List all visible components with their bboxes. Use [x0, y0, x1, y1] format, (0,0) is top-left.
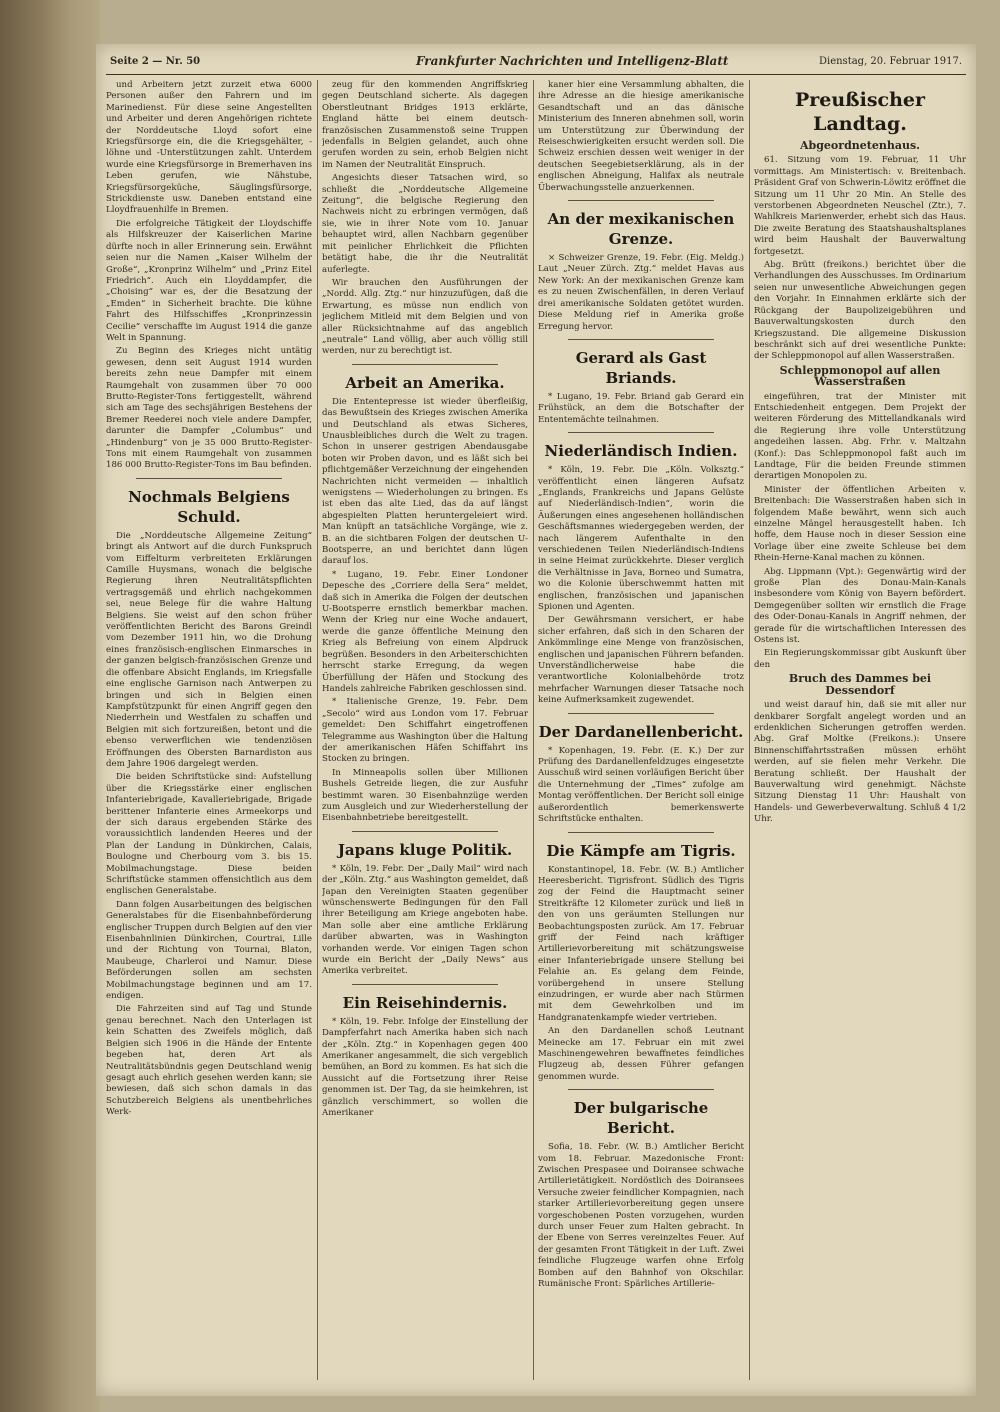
divider: [568, 200, 714, 201]
divider: [568, 432, 714, 433]
newspaper-page: [96, 44, 976, 1396]
article-text: Wir brauchen den Ausführungen der „Nordd. Allg. Ztg.“ nur hinzuzufügen, daß die Erwartung, es müsse nun endlich von jeglichem Mitleid mit dem Belgien und von aller Rücksichtnahme auf das angeblich „neutrale“ Land völlig, aber auch völlig still werden, nur zu berechtigt ist.: [322, 277, 528, 357]
headline: Ein Reisehindernis.: [342, 993, 508, 1012]
headline: Arbeit an Amerika.: [345, 373, 505, 392]
article-text: Angesichts dieser Tatsachen wird, so schließt die „Norddeutsche Allgemeine Zeitung“, die belgische Regierung den Nachweis nicht zu erbringen vermögen, daß sie, wie in ihrer Note vom 10. Januar behauptet wird, allen Nachbarn gegenüber mit peinlicher Ehrlichkeit die Pflichten betätigt habe, die ihr die Neutralität auferlegte.: [322, 173, 528, 275]
headline: Preußischer Landtag.: [794, 89, 926, 135]
subheadline: Schleppmonopol auf allen Wasserstraßen: [779, 363, 941, 389]
divider: [568, 1089, 714, 1090]
divider: [136, 478, 282, 479]
article-text: eingeführen, trat der Minister mit Entschiedenheit entgegen. Dem Projekt der weiteren Förderung des Mittellandkanals wird die Regierung ihre volle Unterstützung angedeihen lassen. Abg. Frhr. v. Maltzahn (Konf.): Das Schleppmonopol faßt auch im Landtage, Für die beiden Freunde stimmen derartigen Monopolen zu.: [754, 391, 966, 482]
article-text: 61. Sitzung vom 19. Februar, 11 Uhr vormittags. Am Ministertisch: v. Breitenbach. Präsident Graf von Schwerin-Löwitz eröffnet die Sitzung um 11 Uhr 20 Min. An Stelle des verstorbenen Abgeordneten Neuschel (Ztr.), 7. Wahlkreis Marienwerder, erhebt sich das Haus. Die zweite Beratung des Staatshaushaltsplanes wird beim Haushalt der Bauverwaltung fortgesetzt.: [754, 155, 966, 257]
article-text: Ein Regierungskommissar gibt Auskunft über den: [754, 648, 966, 670]
divider: [568, 339, 714, 340]
book-binding: [0, 0, 100, 1412]
issue-date: Dienstag, 20. Februar 1917.: [818, 56, 962, 67]
newspaper-title: Frankfurter Nachrichten und Intelligenz-Blatt: [416, 54, 729, 68]
article-text: Die beiden Schriftstücke sind: Aufstellung über die Kriegsstärke einer englischen Infanteriebrigade, Kavalleriebrigade, Brigade berittener Infanterie eines Armeekorps und der sich daraus ergebenden Stärke des voraussichtlich landenden Heeres und der Plan der Landung in Dünkirchen, Calais, Boulogne und Cherbourg vom 3. bis 15. Mobilmachungstage. Diese beiden Schriftstücke stammen offensichtlich aus dem englischen Generalstabe.: [106, 772, 312, 897]
divider: [352, 984, 498, 985]
headline: Der bulgarische Bericht.: [573, 1099, 709, 1138]
article-text: An den Dardanellen schoß Leutnant Meinecke am 17. Februar ein mit zwei Maschinengewehren bewaffnetes feindliches Flugzeug ab, dessen Führer gefangen genommen wurde.: [538, 1026, 744, 1082]
article-text: und Arbeitern jetzt zurzeit etwa 6000 Personen außer den Fahrern und im Marinedienst. Für diese seine Angestellten und Arbeiter und deren Angehörigen richtete der Norddeutsche Lloyd sofort eine Kriegsfürsorge ein, die die Kriegsgehälter, -löhne und -Unterstützungen zahlt. Unterdem wurde eine Kriegsfürsorge in Bremerhaven ins Leben gerufen, wie Nähstube, Kriegsfürsorgeküche, Säuglingsfürsorge, Strickdienste usw. Daneben entstand eine Lloydfrauenhilfe in Bremen.: [106, 80, 312, 216]
article-text: Der Gewährsmann versichert, er habe sicher erfahren, daß sich in den Scharen der Ankömmlinge eine Menge von französischen, englischen und japanischen Führern befanden. Unverständlicherweise habe die verantwortliche Kolonialbehörde trotz mehrfacher Warnungen dieser Tatsache noch keine Aufmerksamkeit zugewendet.: [538, 615, 744, 706]
subheadline: Abgeordnetenhaus.: [800, 139, 920, 152]
column-2: [322, 80, 528, 1380]
article-text: * Italienische Grenze, 19. Febr. Dem „Secolo“ wird aus London vom 17. Februar gemeldet: Den Schiffahrt eingetroffenen Telegramme aus Washington über die Haltung der amerikanischen Häfen Schiffahrt ins Stocken zu bringen.: [322, 697, 528, 765]
subheadline: Bruch des Dammes bei Dessendorf: [788, 672, 932, 697]
headline: Die Kämpfe am Tigris.: [546, 841, 736, 860]
article-text: × Schweizer Grenze, 19. Febr. (Eig. Meldg.) Laut „Neuer Zürch. Ztg.“ meldet Havas aus New York: An der mexikanischen Grenze kam es zu neuen Zwischenfällen, in deren Verlauf drei amerikanische Soldaten getötet wurden. Diese Meldung rief in Amerika große Erregung hervor.: [538, 253, 744, 332]
article-text: * Lugano, 19. Febr. Briand gab Gerard ein Frühstück, an dem die Botschafter der Ententemächte teilnahmen.: [538, 391, 744, 425]
article-text: Abg. Lippmann (Vpt.): Gegenwärtig wird der große Plan des Donau-Main-Kanals insbesondere vom König von Bayern befördert. Demgegenüber sollten wir ernstlich die Frage des Oder-Donau-Kanals in Angriff nehmen, der gerade für die wirtschaftlichen Interessen des Ostens ist.: [754, 566, 966, 646]
column-1: [106, 80, 312, 1380]
column-3: [538, 80, 744, 1380]
article-text: Die erfolgreiche Tätigkeit der Lloydschiffe als Hilfskreuzer der Kaiserlichen Marine dürfte noch in aller Erinnerung sein. Erwähnt seien nur die Namen „Kaiser Wilhelm der Große“, „Kronprinz Wilhelm“ und „Prinz Eitel Friedrich“. Auch ein Lloyddampfer, die „Choising“ war es, der die Besatzung der „Emden“ in Sicherheit brachte. Die kühne Fahrt des Hilfsschiffes „Kronprinzessin Cecilie“ verschaffte im August 1914 die ganze Welt in Spannung.: [106, 218, 312, 343]
article-text: Minister der öffentlichen Arbeiten v. Breitenbach: Die Wasserstraßen haben sich in folgendem Maße bewährt, wenn sich auch einzelne Mängel herausgestellt haben. Ich hoffe, dem Hause noch in dieser Session eine Vorlage über eine zweite Schleuse bei dem Rhein-Herne-Kanal machen zu können.: [754, 484, 966, 564]
article-text: In Minneapolis sollen über Millionen Bushels Getreide liegen, die zur Ausfuhr bestimmt waren. 30 Eisenbahnzüge werden zum Ausgleich und zur Wiederherstellung der Eisenbahnbetriebe bereitgestellt.: [322, 767, 528, 824]
article-text: * Köln, 19. Febr. Der „Daily Mail“ wird nach der „Köln. Ztg.“ aus Washington gemeldet, daß Japan den Vereinigten Staaten gegenüber wünschenswerte Bedingungen für den Fall ihrer Beteiligung am Kriege angeboten habe. Man solle aber eine amtliche Erklärung darüber abwarten, was in Washington vorhanden werde. Vor einigen Tagen schon wurde ein Bericht der „Daily News“ aus Amerika verbreitet.: [322, 863, 528, 977]
article-text: zeug für den kommenden Angriffskrieg gegen Deutschland sicherte. Als dagegen Oberstleutnant Bridges 1913 erklärte, England hätte bei einem deutsch-französischen Zusammenstoß seine Truppen jedenfalls in Belgien gelandet, auch ohne gerufen worden zu sein, erhob Belgien nicht im Namen der Neutralität Einspruch.: [322, 80, 528, 170]
headline: An der mexikanischen Grenze.: [547, 210, 735, 249]
article-text: Die „Norddeutsche Allgemeine Zeitung“ bringt als Antwort auf die durch Funkspruch vom Eiffelturm verbreiteten Erklärungen Camille Huysmans, wonach die belgische Regierung ihren Neutralitätspflichten vertragsgemäß und ehrlich nachgekommen sei, neue Belege für die wahre Haltung Belgiens. Sie weist auf den schon früher veröffentlichten Bericht des Barons Greindl vom Dezember 1911 hin, wo die Drohung eines französisch-englischen Einmarsches in der ganzen belgisch-französischen Grenze und die offenbare Absicht Englands, im Kriegsfalle eine englische Garnison nach Antwerpen zu bringen und sich in Belgien einen Kampfstützpunkt für einen Angriff gegen den Niederrhein und Westfalen zu schaffen und Belgien mit sich fortzureißen, betont und die ebenso verwerflichen wie tendenziösen Eröffnungen des Obersten Barnardiston aus dem Jahre 1906 dargelegt werden.: [106, 530, 312, 769]
article-text: Die Fahrzeiten sind auf Tag und Stunde genau berechnet. Nach den Unterlagen ist kein Schatten des Zweifels möglich, daß Belgien sich 1906 in die Hände der Entente begeben hat, deren Art als Neutralitätsbündnis gegen Deutschland wenig gesagt auch ehrlich gesehen werden kann; sie bewiesen, daß sich schon damals in das Schutzbereich Belgiens als unentbehrliches Werk-: [106, 1004, 312, 1118]
divider: [352, 831, 498, 832]
headline: Gerard als Gast Briands.: [575, 348, 707, 387]
article-text: kaner hier eine Versammlung abhalten, die ihre Adresse an die hiesige amerikanische Gesandtschaft und an das dänische Ministerium des Inneren abnehmen soll, worin um Unterstützung zur Überwindung der Reiseschwierigkeiten ersucht werden soll. Die Schweiz erschien dessen weit weniger in der deutschen Seegebietserklärung, als in der englischen Abneigung, Halifax als neutrale Überwachungsstelle anzuerkennen.: [538, 80, 744, 193]
article-text: Konstantinopel, 18. Febr. (W. B.) Amtlicher Heeresbericht. Tigrisfront. Südlich des Tigris zog der Feind die Hauptmacht seiner Streitkräfte 12 Kilometer zurück und ließ in den von uns geräumten Stellungen nur Beobachtungsposten zurück. Am 17. Februar griff der Feind nach kräftiger Artillerievorbereitung mit schätzungsweise einer Infanteriebrigade unsere Stellung bei Felahie an. Es gelang dem Feinde, vorübergehend in unsere Stellung einzudringen, er wurde aber nach Stürmen mit dem Gewehrkolben und im Handgranatenkampfe wieder vertrieben.: [538, 864, 744, 1023]
column-rule: [749, 80, 750, 1380]
article-text: * Kopenhagen, 19. Febr. (E. K.) Der zur Prüfung des Dardanellenfeldzuges eingesetzte Ausschuß wird seinen vorläufigen Bericht über die Unternehmung der „Times“ zufolge am Montag veröffentlichen. Der Bericht soll einige außerordentlich bemerkenswerte Schriftstücke enthalten.: [538, 745, 744, 825]
headline: Japans kluge Politik.: [337, 840, 513, 859]
article-text: Sofia, 18. Febr. (W. B.) Amtlicher Bericht vom 18. Februar. Mazedonische Front: Zwischen Prespasee und Doiransee schwache Artillerietätigkeit. Nordöstlich des Doiransees Versuche zweier feindlicher Kompagnien, nach starker Artillerievorbereitung gegen unsere vorgeschobenen Posten vorzugehen, wurden durch unser Feuer zum Halten gebracht. In der Ebene von Serres vereinzeltes Feuer. Auf der gesamten Front Tätigkeit in der Luft. Zwei feindliche Flugzeuge warfen ohne Erfolg Bomben auf den Bahnhof von Okschilar. Rumänische Front: Spärliches Artillerie-: [538, 1142, 744, 1290]
column-rule: [317, 80, 318, 1380]
divider: [568, 832, 714, 833]
divider: [352, 364, 498, 365]
article-text: Zu Beginn des Krieges nicht untätig gewesen, denn seit August 1914 wurden bereits zehn neue Dampfer mit einem Raumgehalt von zusammen über 70 000 Brutto-Register-Tons fertiggestellt, während sich am Tage des sechsjährigen Bestehens der Bremer Reederei noch viele andere Dampfer, darunter die Dampfer „Columbus“ und „Hindenburg“ von je 35 000 Brutto-Register-Tons mit einem Raumgehalt von zusammen 186 000 Brutto-Register-Tons im Bau befinden.: [106, 346, 312, 471]
article-text: Abg. Brütt (freikons.) berichtet über die Verhandlungen des Ausschusses. Im Ordinarium seien nur unwesentliche Abweichungen gegen den Vorjahr. In Einnahmen erklärte sich der Rückgang der Baupolizeigebühren und Bauverwaltungskosten durch den Kriegszustand. Die allgemeine Diskussion beschränkt sich auf drei wesentliche Punkte: der Schleppmonopol auf allen Wasserstraßen.: [754, 260, 966, 362]
headline: Der Dardanellenbericht.: [538, 722, 744, 741]
column-rule: [533, 80, 534, 1380]
article-text: Dann folgen Ausarbeitungen des belgischen Generalstabes für die Eisenbahnbeförderung englischer Truppen durch Belgien auf den vier Eisenbahnlinien Dünkirchen, Courtrai, Lille und der Richtung von Tournai, Blaton, Maubeuge, Charleroi und Namur. Diese Beförderungen sollen am sechsten Mobilmachungstage beginnen und am 17. endigen.: [106, 899, 312, 1002]
headline: Niederländisch Indien.: [544, 442, 738, 461]
page-number: Seite 2 — Nr. 50: [110, 56, 201, 67]
article-text: * Köln, 19. Febr. Infolge der Einstellung der Dampferfahrt nach Amerika haben sich nach der „Köln. Ztg.“ in Kopenhagen gegen 400 Amerikaner angesammelt, die sich vergeblich bemühen, an Bord zu kommen. Es hat sich die Aussicht auf die Fortsetzung ihrer Reise genommen ist. Der Tag, da sie heimkehren, ist gänzlich verschimmert, so wollen die Amerikaner: [322, 1016, 528, 1119]
article-text: * Köln, 19. Febr. Die „Köln. Volksztg.“ veröffentlicht einen längeren Aufsatz „Englands, Frankreichs und Japans Gelüste auf Niederländisch-Indien“, worin die Äußerungen eines angesehenen holländischen Geschäftsmannes wiedergegeben werden, der nach längerem Aufenthalte in den verschiedenen Teilen Niederländisch-Indiens in seine Heimat zurückkehrte. Dieser verglich die Verhältnisse in Java, Borneo und Sumatra, wo die Kolonie überschwemmt hatten mit englischen, französischen und japanischen Spionen und Agenten.: [538, 465, 744, 612]
article-text: Die Ententepresse ist wieder überfleißig, das Bewußtsein des Krieges zwischen Amerika und Deutschland als etwas Sicheres, Unausbleibliches durch die Welt zu tragen. Schon in unserer gestrigen Abendausgabe boten wir Proben davon, und es läßt sich bei pflichtgemäßer Verzeichnung der eingehenden Nachrichten nicht vermeiden — inhaltlich wenigstens — Wiederholungen zu bringen. Es ist eben das alte Lied, das da auf längst abgespielten Platten heruntergeleiert wird. Man knüpft an tatsächliche Vorgänge, wie z. B. an die sichtbaren Folgen der deutschen U-Bootsperre, an und berichtet dann lügen darauf los.: [322, 396, 528, 567]
headline: Nochmals Belgiens Schuld.: [128, 487, 290, 526]
article-text: * Lugano, 19. Febr. Einer Londoner Depesche des „Corriere della Sera“ meldet, daß sich in Amerika die Folgen der deutschen U-Bootsperre ernstlich bemerkbar machen. Wenn der Krieg nur eine Woche andauert, werde die ganze öffentliche Meinung den Krieg als Befreiung von einem Alpdruck begrüßen. Besonders in den Arbeiterschichten herrscht starke Erregung, da wegen Überfüllung der Häfen und Stockung des Handels zahlreiche Fabriken geschlossen sind.: [322, 569, 528, 694]
masthead: [106, 52, 966, 75]
column-4: [754, 80, 966, 1380]
article-text: und weist darauf hin, daß sie mit aller nur denkbarer Sorgfalt angelegt worden und an erdenklichen Sicherungen getroffen werden. Abg. Graf Moltke (Freikons.): Unsere Binnenschiffahrtsstraßen müssen erhöht werden, auf sie fielen mehr Verkehr. Die Beratung schließt. Der Haushalt der Bauverwaltung wird genehmigt. Nächste Sitzung Dienstag 11 Uhr: Haushalt von Handels- und Gewerbeverwaltung. Schluß 4 1/2 Uhr.: [754, 700, 966, 825]
divider: [568, 713, 714, 714]
